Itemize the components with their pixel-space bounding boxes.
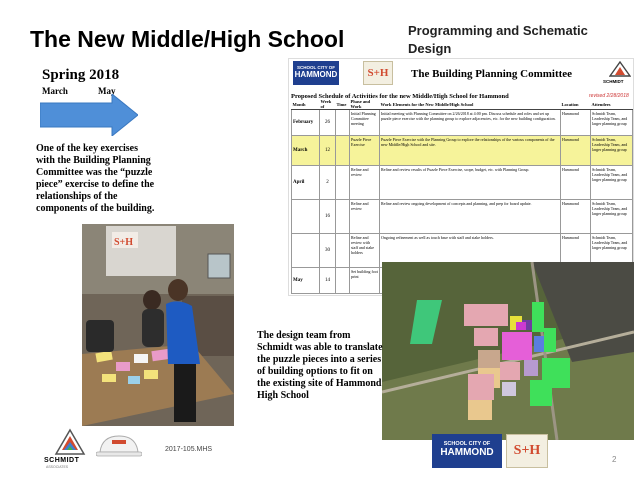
column-header: Work Elements for the New Middle/High School — [380, 99, 561, 110]
attendees-cell: Schmidt Team, Leadership Team, and larger planning group — [591, 166, 633, 200]
month-cell — [292, 200, 320, 234]
schmidt-triangle-icon — [609, 61, 631, 77]
time-cell — [336, 136, 350, 166]
time-cell — [336, 234, 350, 268]
table-row — [292, 136, 633, 166]
hammond-logo-small: SCHOOL CITY OF — [296, 65, 336, 70]
phase-cell: Set building foot print — [350, 268, 380, 294]
work-cell: Refine and review results of Puzzle Piece Exercise, scope, budget, etc. with Planning Group. — [380, 166, 561, 200]
location-cell: Hammond — [561, 136, 591, 166]
week-cell: 12 — [320, 136, 336, 166]
schedule-document — [288, 58, 634, 296]
puzzle-exercise-note: One of the key exercises with the Building Planning Committee was the “puzzle piece” exercise to define the relationships of the components of the building. — [36, 143, 155, 214]
attendees-cell: Schmidt Team, Leadership Team, and larger planning group — [591, 234, 633, 268]
time-cell — [336, 268, 350, 294]
work-cell: Initial meeting with Planning Committee on 2/26/2018 at 4:00 pm. Discuss schedule and roles and set up puzzle piece exercise with the planning group to explore adjacencies, etc. for the new building configuration. — [380, 110, 561, 136]
location-cell: Hammond — [561, 166, 591, 200]
month-cell — [292, 234, 320, 268]
committee-photo — [82, 224, 234, 426]
schedule-heading: Proposed Schedule of Activities for the new Middle/High School for Hammond — [291, 93, 509, 100]
footer-hammond-big: HAMMOND — [440, 447, 494, 458]
month-cell: May — [292, 268, 320, 294]
footer-sh-logo: S+H — [506, 434, 548, 468]
footer-logo-text: SCHMIDT — [44, 457, 80, 464]
work-cell: Puzzle Piece Exercise with the Planning Group to explore the relationships of the various components of the new Middle/High School and site. — [380, 136, 561, 166]
table-row — [292, 200, 633, 234]
timeline-arrow-icon — [40, 94, 138, 136]
work-cell: Refine and review ongoing development of concepts and planning, and prep for board update. — [380, 200, 561, 234]
location-cell: Hammond — [561, 234, 591, 268]
week-cell: 16 — [320, 200, 336, 234]
week-cell: 30 — [320, 234, 336, 268]
table-row — [292, 110, 633, 136]
month-cell: February — [292, 110, 320, 136]
location-cell: Hammond — [561, 110, 591, 136]
document-title: The Building Planning Committee — [411, 68, 573, 80]
phase-cell: Refine and review — [350, 200, 380, 234]
column-header: Time — [336, 99, 350, 110]
phase-cell: Initial Planning Committee meeting — [350, 110, 380, 136]
column-header: Attendees — [591, 99, 633, 110]
month-cell: April — [292, 166, 320, 200]
schmidt-logo-text: SCHMIDT — [603, 79, 624, 84]
work-cell: Ongoing refinement as well as touch base with staff and stake holders. — [380, 234, 561, 268]
time-cell — [336, 200, 350, 234]
attendees-cell: Schmidt Team, Leadership Team, and larger planning group — [591, 136, 633, 166]
revised-date: revised 2/28/2018 — [589, 93, 629, 99]
column-header: Month — [292, 99, 320, 110]
footer-hammond-small: SCHOOL CITY OF — [443, 441, 491, 447]
month-start-label: March — [42, 86, 68, 96]
month-cell: March — [292, 136, 320, 166]
season-label: Spring 2018 — [42, 67, 120, 83]
phase-cell: Puzzle Piece Exercise — [350, 136, 380, 166]
phase-cell: Refine and review — [350, 166, 380, 200]
footer-hammond-logo — [432, 434, 502, 468]
page-number: 2 — [612, 455, 617, 464]
slide-title: The New Middle/High School — [30, 26, 345, 52]
slide-subtitle: Programming and Schematic Design — [408, 23, 588, 56]
attendees-cell: Schmidt Team, Leadership Team, and larger planning group — [591, 110, 633, 136]
hard-hat-icon — [96, 432, 142, 460]
hammond-logo-big: HAMMOND — [294, 70, 338, 79]
wall-sign-text: S+H — [114, 237, 134, 248]
month-end-label: May — [98, 86, 116, 96]
time-cell — [336, 166, 350, 200]
site-model-rendering — [382, 262, 634, 440]
table-header-row — [292, 99, 633, 110]
footer-logo-subtext: ASSOCIATES — [46, 465, 69, 469]
column-header: Phase and Work — [350, 99, 380, 110]
week-cell: 2 — [320, 166, 336, 200]
column-header: Location — [561, 99, 591, 110]
week-cell: 26 — [320, 110, 336, 136]
week-cell: 14 — [320, 268, 336, 294]
design-team-note: The design team from Schmidt was able to translate the puzzle pieces into a series of building options to fit on the existing site of Hammond High School — [257, 330, 383, 401]
column-header: Week of — [320, 99, 336, 110]
footer-badges — [432, 434, 550, 468]
attendees-cell: Schmidt Team, Leadership Team, and larger planning group — [591, 200, 633, 234]
table-row — [292, 166, 633, 200]
sh-logo: S+H — [363, 61, 393, 85]
project-reference: 2017-105.MHS — [165, 446, 213, 453]
phase-cell: Refine and review with staff and stake holders — [350, 234, 380, 268]
hammond-logo — [293, 61, 339, 85]
time-cell — [336, 110, 350, 136]
location-cell: Hammond — [561, 200, 591, 234]
